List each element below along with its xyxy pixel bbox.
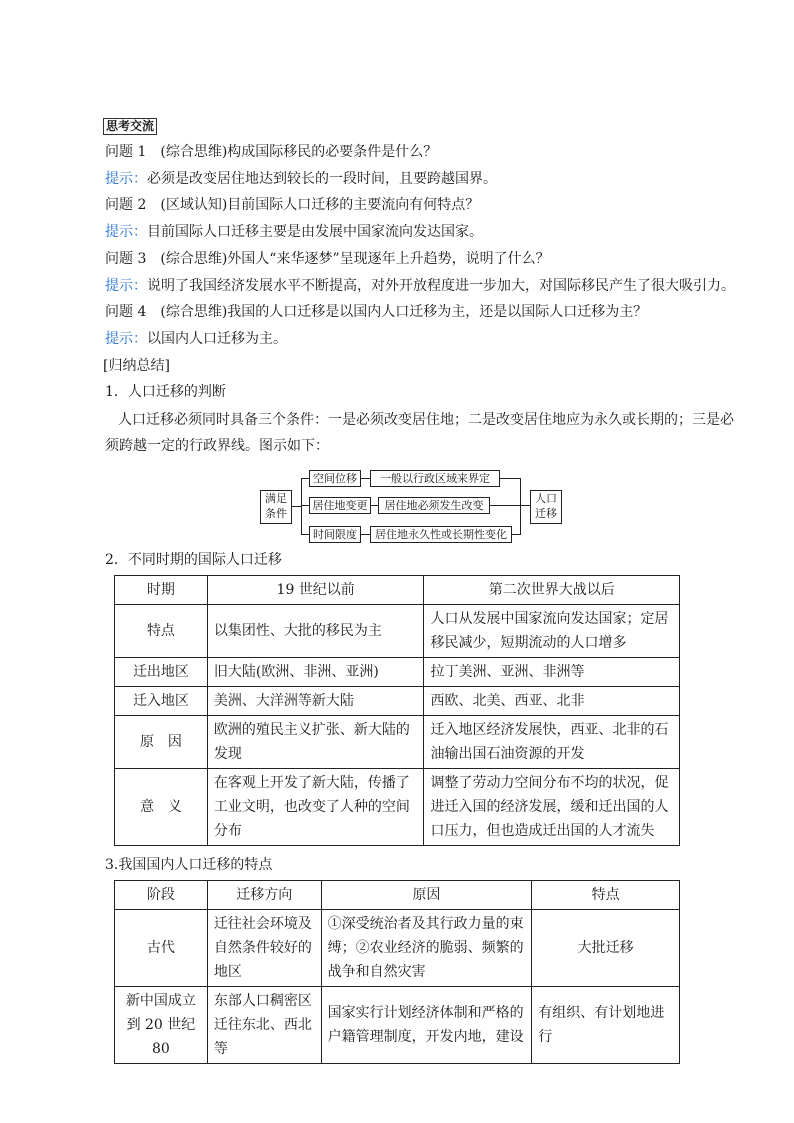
table-cell: ①深受统治者及其行政力量的束缚；②农业经济的脆弱、频繁的战争和自然灾害 [321,910,532,987]
table-cell: 新中国成立到 20 世纪 80 [115,987,208,1064]
diagram-connector [301,478,309,479]
diagram-left-box: 满足条件 [260,490,292,524]
table-cell: 国家实行计划经济体制和严格的户籍管理制度，开发内地，建设 [321,987,532,1064]
table-cell: 东部人口稠密区迁往东北、西北等 [207,987,321,1064]
table-cell: 调整了劳动力空间分布不均的状况，促进迁入国的经济发展，缓和迁出国的人口压力，但也造成迁出国的人才流失 [424,769,680,846]
answer-text: 以国内人口迁移为主。 [147,331,287,347]
table-cell: 迁入地区 [115,687,208,716]
table-header-row [115,576,680,605]
table-cell: 以集团性、大批的移民为主 [207,605,424,658]
domestic-migration-table [114,880,680,1064]
table-cell: 欧洲的殖民主义扩张、新大陆的发现 [207,716,424,769]
section-2-title: 2．不同时期的国际人口迁移 [105,552,282,568]
hint-label: 提示： [105,331,147,347]
hint-label: 提示： [105,171,147,187]
condition-box-1: 空间位移 [309,470,361,487]
detail-box-3: 居住地永久性或长期性变化 [370,526,512,543]
answer-2 [105,222,483,242]
table-row [115,910,680,987]
answer-text: 必须是改变居住地达到较长的一段时间，且要跨越国界。 [147,171,497,187]
think-exchange-tag: 思考交流 [103,118,157,135]
table-cell: 旧大陆(欧洲、非洲、亚洲) [207,658,424,687]
diagram-connector [520,478,521,535]
table-header-cell: 第二次世界大战以后 [424,576,680,605]
table-header-cell: 迁移方向 [207,881,321,910]
diagram-connector [499,478,520,479]
diagram-connector [301,478,302,535]
table-cell: 大批迁移 [532,910,680,987]
detail-box-1: 一般以行政区域来界定 [370,470,500,487]
table-cell: 原 因 [115,716,208,769]
table-header-cell: 阶段 [115,881,208,910]
table-cell: 有组织、有计划地进行 [532,987,680,1064]
detail-box-2: 居住地必须发生改变 [378,497,490,514]
table-cell: 拉丁美洲、亚洲、非洲等 [424,658,680,687]
table-row [115,769,680,846]
section-1-text-line2: 须跨越一定的行政界线。图示如下： [105,438,329,454]
diagram-right-box: 人口迁移 [530,490,562,524]
question-2: 问题 2 (区域认知)目前国际人口迁移的主要流向有何特点？ [105,197,480,213]
table-cell: 迁出地区 [115,658,208,687]
section-1-text-line1: 人口迁移必须同时具备三个条件：一是必须改变居住地；二是改变居住地应为永久或长期的；三是必 [118,412,734,428]
table-cell: 意 义 [115,769,208,846]
table-cell: 美洲、大洋洲等新大陆 [207,687,424,716]
answer-3 [105,276,735,296]
answer-text: 说明了我国经济发展水平不断提高，对外开放程度进一步加大，对国际移民产生了很大吸引力。 [147,278,735,294]
table-row [115,605,680,658]
summary-tag: [归纳总结] [103,358,170,374]
diagram-arrow [360,478,370,479]
question-1: 问题 1 (综合思维)构成国际移民的必要条件是什么？ [105,144,438,160]
diagram-connector [520,505,530,506]
table-header-cell: 19 世纪以前 [207,576,424,605]
hint-label: 提示： [105,224,147,240]
migration-condition-diagram [258,470,563,544]
question-4: 问题 4 (综合思维)我国的人口迁移是以国内人口迁移为主，还是以国际人口迁移为主？ [105,304,648,320]
international-migration-table [114,575,680,846]
table-cell: 迁入地区经济发展快，西亚、北非的石油输出国石油资源的开发 [424,716,680,769]
section-3-title: 3.我国国内人口迁移的特点 [105,857,273,873]
question-3: 问题 3 (综合思维)外国人“来华逐梦”呈现逐年上升趋势，说明了什么？ [105,251,550,267]
table-cell: 古代 [115,910,208,987]
table-row [115,658,680,687]
hint-label: 提示： [105,278,147,294]
table-cell: 西欧、北美、西亚、北非 [424,687,680,716]
table-header-cell: 特点 [532,881,680,910]
table-row [115,716,680,769]
condition-box-3: 时间限度 [309,526,361,543]
answer-4 [105,329,287,349]
diagram-connector [489,505,520,506]
table-header-row [115,881,680,910]
diagram-connector [511,534,520,535]
section-1-title: 1．人口迁移的判断 [105,384,226,400]
table-cell: 特点 [115,605,208,658]
diagram-connector [291,506,301,507]
diagram-connector [301,534,309,535]
diagram-arrow [370,505,378,506]
answer-text: 目前国际人口迁移主要是由发展中国家流向发达国家。 [147,224,483,240]
condition-box-2: 居住地变更 [309,497,371,514]
table-row [115,687,680,716]
diagram-arrow [360,534,370,535]
table-cell: 在客观上开发了新大陆，传播了工业文明，也改变了人种的空间分布 [207,769,424,846]
table-cell: 人口从发展中国家流向发达国家；定居移民减少，短期流动的人口增多 [424,605,680,658]
diagram-connector [301,505,309,506]
table-header-cell: 时期 [115,576,208,605]
table-cell: 迁往社会环境及自然条件较好的地区 [207,910,321,987]
table-row [115,987,680,1064]
table-header-cell: 原因 [321,881,532,910]
answer-1 [105,169,497,189]
